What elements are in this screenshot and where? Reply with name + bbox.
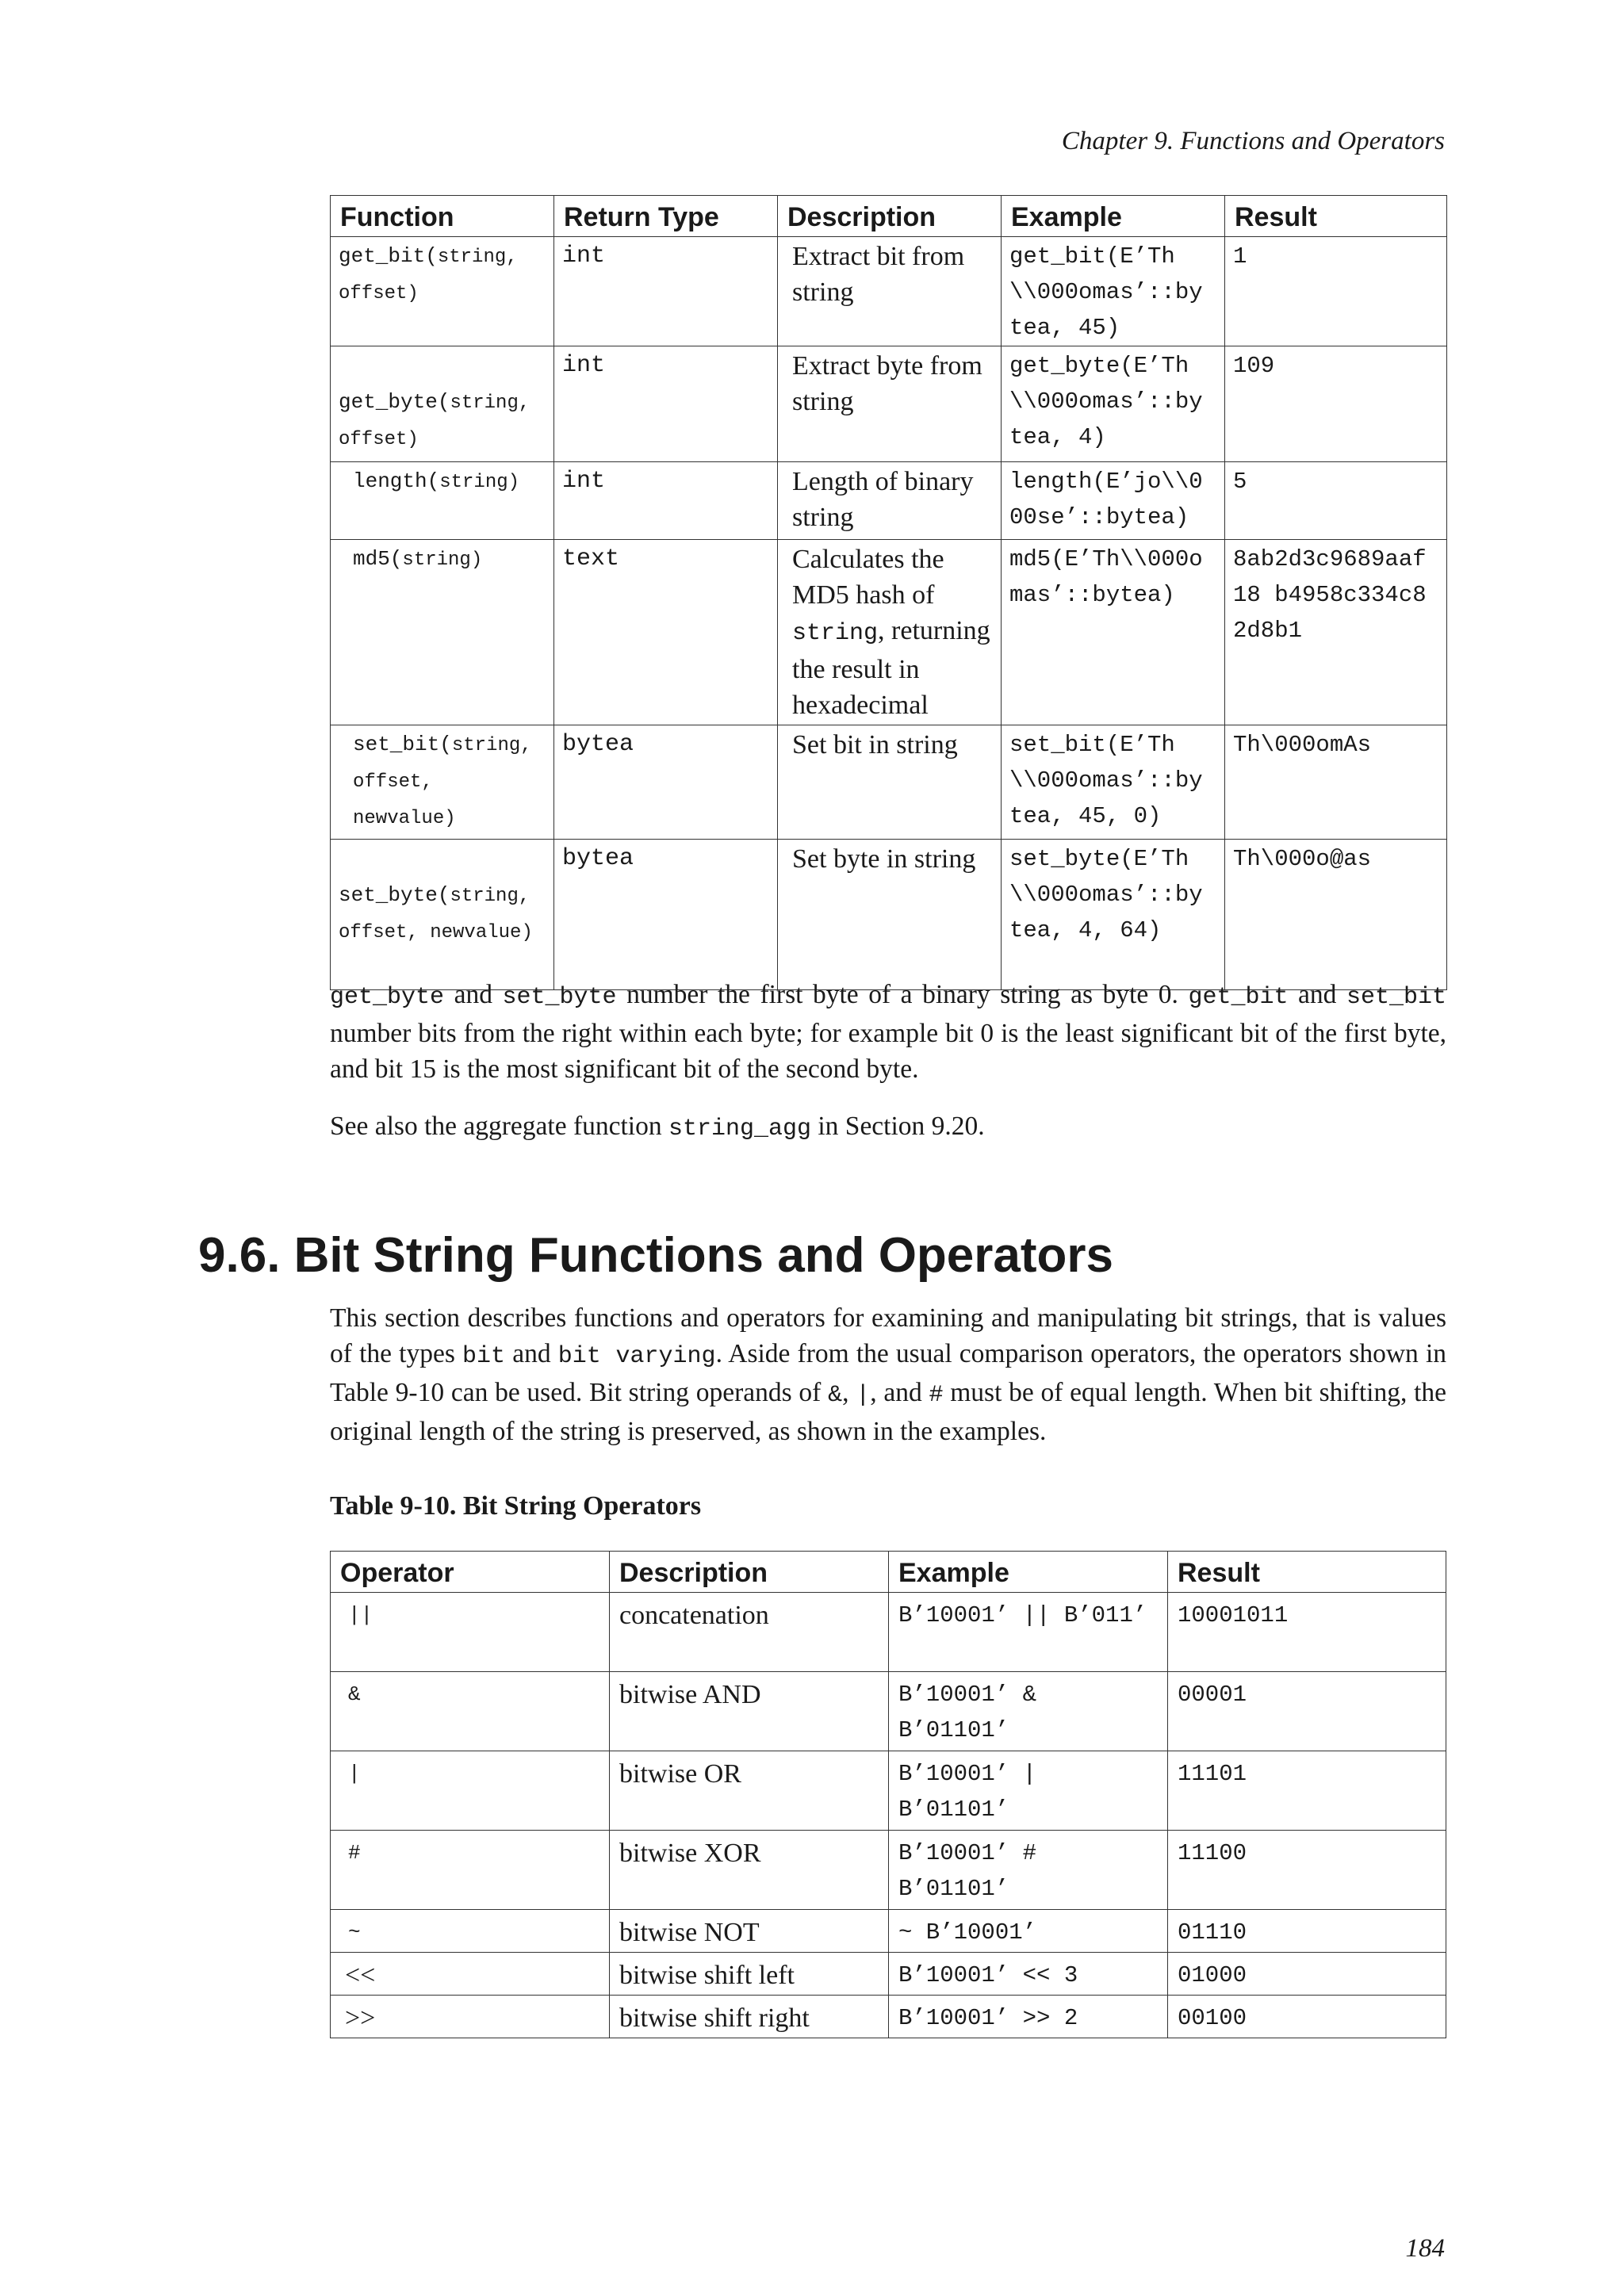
function-name: get_bit( bbox=[339, 244, 438, 268]
col-header-example: Example bbox=[889, 1552, 1168, 1593]
return-type-cell: text bbox=[554, 540, 778, 725]
function-args: string, offset, newvalue) bbox=[339, 886, 533, 943]
example-cell: B’10001’ & B’01101’ bbox=[889, 1672, 1168, 1751]
text-run: number bits from the right within each byte; for example bit 0 is the least significant bit of the first byte, and bit 15 is the most significant bit of the second byte. bbox=[330, 1019, 1446, 1084]
table-row bbox=[331, 1996, 1446, 2038]
return-type-cell: bytea bbox=[554, 840, 778, 990]
function-name: set_byte( bbox=[339, 883, 450, 907]
function-name: length( bbox=[353, 469, 440, 493]
operator-cell: | bbox=[331, 1751, 610, 1831]
inline-code: string_agg bbox=[668, 1115, 811, 1142]
function-args: string, offset) bbox=[339, 247, 518, 304]
description-cell: Extract byte from string bbox=[778, 346, 1002, 462]
text-run: and bbox=[505, 1339, 558, 1368]
inline-code: set_byte bbox=[502, 984, 617, 1011]
result-cell: 01000 bbox=[1168, 1953, 1446, 1996]
function-cell bbox=[331, 725, 554, 840]
description-cell: bitwise OR bbox=[610, 1751, 889, 1831]
result-cell: 00001 bbox=[1168, 1672, 1446, 1751]
result-cell: 00100 bbox=[1168, 1996, 1446, 2038]
col-header-result: Result bbox=[1168, 1552, 1446, 1593]
function-args: string, offset, newvalue) bbox=[353, 735, 532, 829]
result-cell: 8ab2d3c9689aaf18 b4958c334c82d8b1 bbox=[1225, 540, 1447, 725]
running-header: Chapter 9. Functions and Operators bbox=[1061, 127, 1445, 155]
bytea-functions-table bbox=[330, 195, 1447, 990]
example-cell: length(E’jo\\000se’::bytea) bbox=[1002, 462, 1225, 540]
description-cell: Length of binary string bbox=[778, 462, 1002, 540]
operator-cell: # bbox=[331, 1831, 610, 1910]
byte-numbering-paragraph bbox=[330, 977, 1446, 1087]
text-run: number the first byte of a binary string as byte 0. bbox=[616, 980, 1189, 1009]
result-cell: 01110 bbox=[1168, 1910, 1446, 1953]
table-row bbox=[331, 346, 1447, 462]
result-cell: 11101 bbox=[1168, 1751, 1446, 1831]
result-cell: 5 bbox=[1225, 462, 1447, 540]
description-code: string bbox=[792, 620, 879, 647]
inline-code: bit bbox=[462, 1343, 506, 1370]
table-row bbox=[331, 1831, 1446, 1910]
table-row bbox=[331, 1593, 1446, 1672]
see-also-paragraph bbox=[330, 1108, 1446, 1147]
result-cell: 109 bbox=[1225, 346, 1447, 462]
inline-code: get_byte bbox=[330, 984, 445, 1011]
text-run: , bbox=[842, 1378, 856, 1407]
table-row bbox=[331, 725, 1447, 840]
inline-code: | bbox=[856, 1382, 871, 1409]
page-number: 184 bbox=[1405, 2234, 1445, 2263]
text-run: This section describes functions and operators for examining and manipulating bit strings, that is values of the types bbox=[330, 1303, 1446, 1368]
function-cell bbox=[331, 462, 554, 540]
table-caption: Table 9-10. Bit String Operators bbox=[330, 1491, 702, 1521]
function-cell bbox=[331, 346, 554, 462]
function-cell bbox=[331, 237, 554, 346]
description-cell: bitwise XOR bbox=[610, 1831, 889, 1910]
text-run: , and bbox=[870, 1378, 929, 1407]
table-row bbox=[331, 1751, 1446, 1831]
text-run: must be of equal length. When bit shifting, the original length of the string is preserved, as shown in the examples. bbox=[330, 1378, 1446, 1446]
table-row bbox=[331, 462, 1447, 540]
inline-code: & bbox=[828, 1382, 843, 1409]
text-run: . Aside from the usual comparison operators, the operators shown in Table 9-10 can be used. Bit string operands of bbox=[330, 1339, 1446, 1407]
operator-cell: & bbox=[331, 1672, 610, 1751]
description-cell: Set byte in string bbox=[778, 840, 1002, 990]
example-cell: B’10001’ >> 2 bbox=[889, 1996, 1168, 2038]
result-cell: Th\000o@as bbox=[1225, 840, 1447, 990]
text-run: in Section 9.20. bbox=[811, 1112, 985, 1141]
operator-cell: || bbox=[331, 1593, 610, 1672]
table-row bbox=[331, 1672, 1446, 1751]
result-cell: 10001011 bbox=[1168, 1593, 1446, 1672]
table-row bbox=[331, 237, 1447, 346]
function-name: set_bit( bbox=[353, 733, 452, 756]
table-row bbox=[331, 1910, 1446, 1953]
function-name: get_byte( bbox=[339, 390, 450, 414]
function-name: md5( bbox=[353, 547, 403, 571]
table-header-row bbox=[331, 196, 1447, 237]
inline-code: # bbox=[929, 1382, 944, 1409]
return-type-cell: bytea bbox=[554, 725, 778, 840]
table-row bbox=[331, 840, 1447, 990]
bit-string-intro-paragraph bbox=[330, 1300, 1446, 1449]
table-row bbox=[331, 1953, 1446, 1996]
description-cell: bitwise NOT bbox=[610, 1910, 889, 1953]
function-cell bbox=[331, 540, 554, 725]
return-type-cell: int bbox=[554, 237, 778, 346]
return-type-cell: int bbox=[554, 346, 778, 462]
description-cell: concatenation bbox=[610, 1593, 889, 1672]
text-run: and bbox=[444, 980, 503, 1009]
description-cell: bitwise shift left bbox=[610, 1953, 889, 1996]
example-cell: get_byte(E’Th\\000omas’::bytea, 4) bbox=[1002, 346, 1225, 462]
description-cell: bitwise shift right bbox=[610, 1996, 889, 2038]
description-text: , returning the result in hexadecimal bbox=[792, 616, 990, 720]
section-title: 9.6. Bit String Functions and Operators bbox=[198, 1228, 1114, 1283]
col-header-function: Function bbox=[331, 196, 554, 237]
example-cell: get_bit(E’Th\\000omas’::bytea, 45) bbox=[1002, 237, 1225, 346]
col-header-return-type: Return Type bbox=[554, 196, 778, 237]
example-cell: B’10001’ | B’01101’ bbox=[889, 1751, 1168, 1831]
col-header-operator: Operator bbox=[331, 1552, 610, 1593]
function-cell bbox=[331, 840, 554, 990]
inline-code: get_bit bbox=[1188, 984, 1289, 1011]
table-row bbox=[331, 540, 1447, 725]
description-cell bbox=[778, 540, 1002, 725]
function-args: string) bbox=[439, 472, 520, 493]
result-cell: 1 bbox=[1225, 237, 1447, 346]
inline-code: set_bit bbox=[1346, 984, 1446, 1011]
example-cell: set_bit(E’Th\\000omas’::bytea, 45, 0) bbox=[1002, 725, 1225, 840]
operator-cell: >> bbox=[331, 1996, 610, 2038]
result-cell: Th\000omAs bbox=[1225, 725, 1447, 840]
result-cell: 11100 bbox=[1168, 1831, 1446, 1910]
operator-cell: ~ bbox=[331, 1910, 610, 1953]
function-args: string) bbox=[402, 549, 483, 571]
description-text: Calculates the MD5 hash of bbox=[792, 545, 944, 610]
table-header-row bbox=[331, 1552, 1446, 1593]
col-header-description: Description bbox=[610, 1552, 889, 1593]
col-header-description: Description bbox=[778, 196, 1002, 237]
example-cell: B’10001’ # B’01101’ bbox=[889, 1831, 1168, 1910]
text-run: See also the aggregate function bbox=[330, 1112, 668, 1141]
description-cell: Set bit in string bbox=[778, 725, 1002, 840]
example-cell: set_byte(E’Th\\000omas’::bytea, 4, 64) bbox=[1002, 840, 1225, 990]
description-cell: bitwise AND bbox=[610, 1672, 889, 1751]
col-header-example: Example bbox=[1002, 196, 1225, 237]
example-cell: B’10001’ << 3 bbox=[889, 1953, 1168, 1996]
example-cell: md5(E’Th\\000omas’::bytea) bbox=[1002, 540, 1225, 725]
function-args: string, offset) bbox=[339, 392, 530, 450]
example-cell: B’10001’ || B’011’ bbox=[889, 1593, 1168, 1672]
operator-cell: << bbox=[331, 1953, 610, 1996]
description-cell: Extract bit from string bbox=[778, 237, 1002, 346]
bit-string-operators-table bbox=[330, 1551, 1446, 2038]
inline-code: bit varying bbox=[557, 1343, 716, 1370]
return-type-cell: int bbox=[554, 462, 778, 540]
col-header-result: Result bbox=[1225, 196, 1447, 237]
text-run: and bbox=[1288, 980, 1346, 1009]
example-cell: ~ B’10001’ bbox=[889, 1910, 1168, 1953]
